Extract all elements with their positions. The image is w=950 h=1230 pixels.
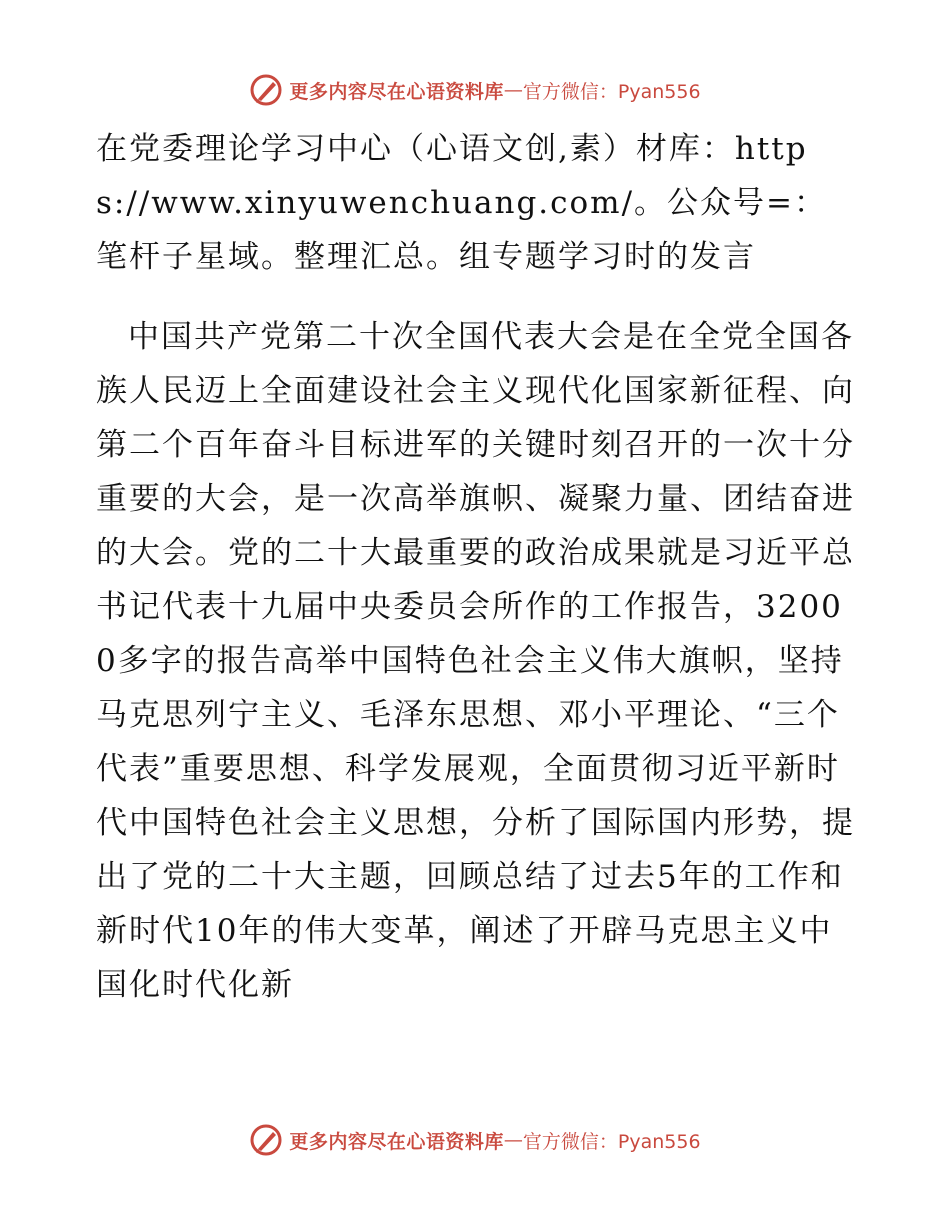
- banner-separator: —: [503, 1129, 523, 1151]
- quill-logo-icon: [249, 1123, 283, 1157]
- main-paragraph: 中国共产党第二十次全国代表大会是在全党全国各族人民迈上全面建设社会主义现代化国家新征程、向第二个百年奋斗目标进军的关键时刻召开的一次十分重要的大会，是一次高举旗帜、凝聚力量、团结奋进的大会。党的二十大最重要的政治成果就是习近平总书记代表十九届中央委员会所作的工作报告，32000多字的报告高举中国特色社会主义伟大旗帜，坚持马克思列宁主义、毛泽东思想、邓小平理论、“三个代表”重要思想、科学发展观，全面贯彻习近平新时代中国特色社会主义思想，分析了国际国内形势，提出了党的二十大主题，回顾总结了过去5年的工作和新时代10年的伟大变革，阐述了开辟马克思主义中国化时代化新: [96, 319, 855, 1003]
- banner-contact: 官方微信：Pyan556: [522, 1130, 701, 1153]
- banner-title: 更多内容尽在心语资料库: [289, 1130, 504, 1153]
- header-watermark-banner: [0, 70, 950, 110]
- banner-contact: 官方微信：Pyan556: [522, 80, 701, 103]
- quill-logo-icon: [249, 73, 283, 107]
- banner-title: 更多内容尽在心语资料库: [289, 80, 504, 103]
- banner-separator: —: [503, 79, 523, 101]
- intro-paragraph: 在党委理论学习中心（心语文创,素）材库：https://www.xinyuwenchuang.com/。公众号=：笔杆子星域。整理汇总。组专题学习时的发言: [96, 131, 827, 275]
- footer-watermark-banner: [0, 1120, 950, 1160]
